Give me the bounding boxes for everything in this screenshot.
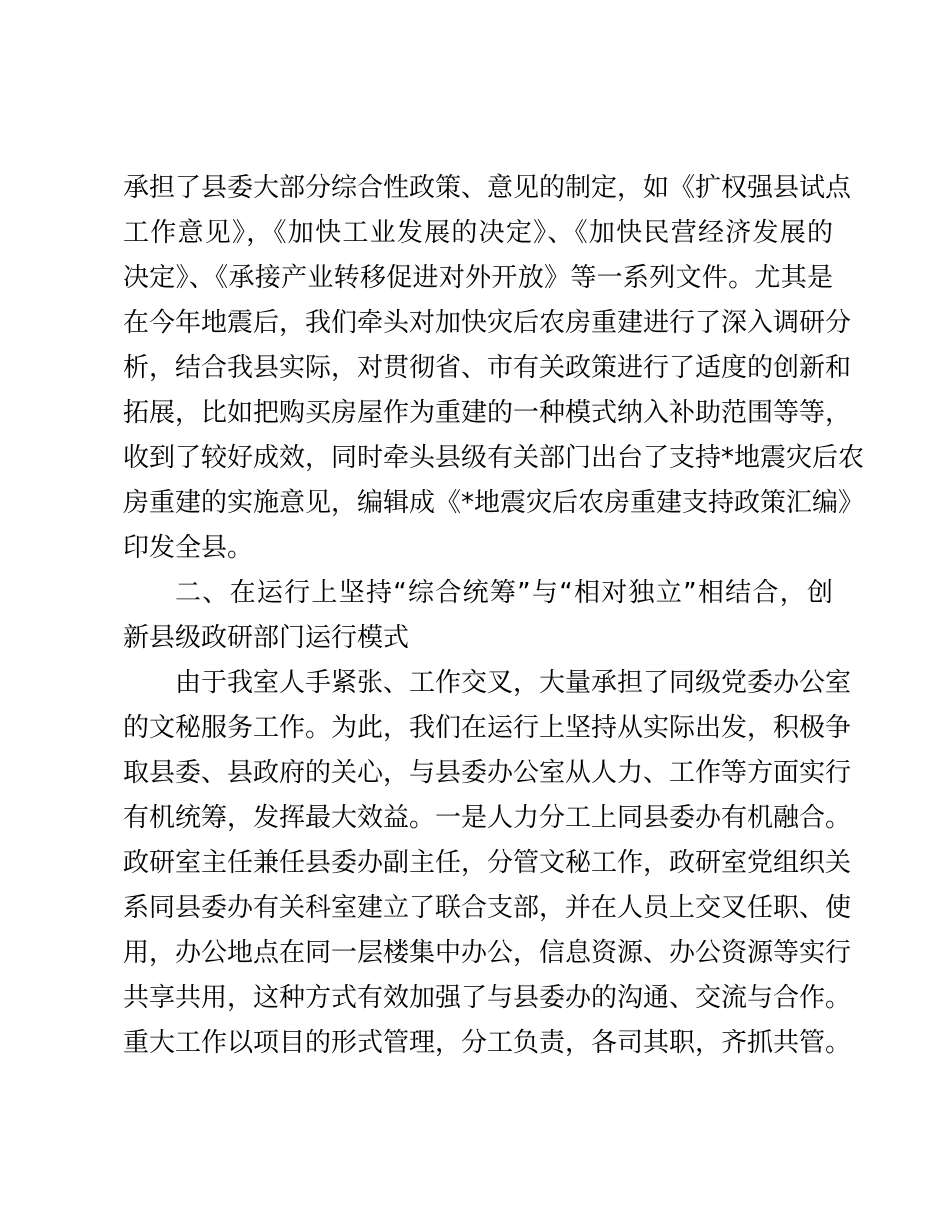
section-heading: 新县级政研部门运行模式 [123,623,410,653]
paragraph-line: 的文秘服务工作。为此，我们在运行上坚持从实际出发，积极争 [123,713,852,743]
paragraph-line: 取县委、县政府的关心，与县委办公室从人力、工作等方面实行 [123,758,852,788]
paragraph-line: 决定》、《承接产业转移促进对外开放》等一系列文件。尤其是 [123,263,833,293]
paragraph-line: 析，结合我县实际，对贯彻省、市有关政策进行了适度的创新和 [123,353,852,383]
section-heading: 二、在运行上坚持“综合统筹”与“相对独立”相结合，创 [175,578,833,608]
paragraph-line: 政研室主任兼任县委办副主任，分管文秘工作，政研室党组织关 [123,848,852,878]
document-body [123,166,865,1066]
paragraph-line: 用，办公地点在同一层楼集中办公，信息资源、办公资源等实行 [123,938,852,968]
paragraph-line: 重大工作以项目的形式管理，分工负责，各司其职，齐抓共管。 [123,1028,852,1058]
paragraph-line: 共享共用，这种方式有效加强了与县委办的沟通、交流与合作。 [123,983,852,1013]
paragraph-line: 收到了较好成效，同时牵头县级有关部门出台了支持*地震灾后农 [123,443,865,473]
paragraph-line: 拓展，比如把购买房屋作为重建的一种模式纳入补助范围等等， [123,398,852,428]
paragraph-line: 房重建的实施意见，编辑成《*地震灾后农房重建支持政策汇编》 [123,488,865,518]
paragraph-line: 系同县委办有关科室建立了联合支部，并在人员上交叉任职、使 [123,893,852,923]
paragraph-line: 印发全县。 [123,533,254,563]
paragraph-line: 承担了县委大部分综合性政策、意见的制定，如《扩权强县试点 [123,173,852,203]
paragraph-line: 由于我室人手紧张、工作交叉，大量承担了同级党委办公室 [175,668,852,698]
paragraph-line: 有机统筹，发挥最大效益。一是人力分工上同县委办有机融合。 [123,803,852,833]
paragraph-line: 在今年地震后，我们牵头对加快灾后农房重建进行了深入调研分 [123,308,852,338]
paragraph-line: 工作意见》，《加快工业发展的决定》、《加快民营经济发展的 [123,218,833,248]
